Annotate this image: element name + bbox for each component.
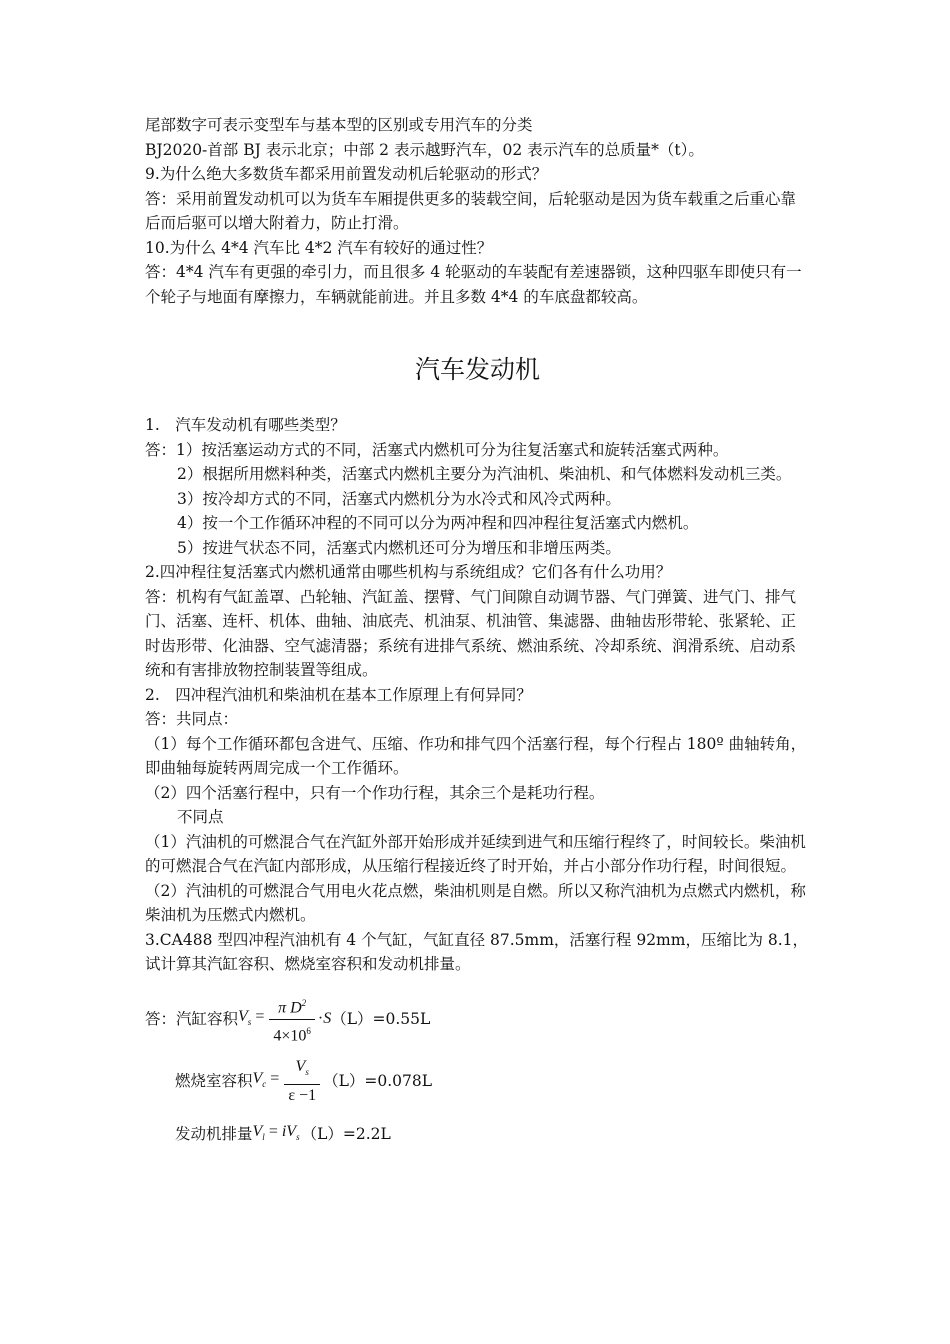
section-title: 汽车发动机 <box>414 355 540 384</box>
engine-answer-1-1: 答：1）按活塞运动方式的不同，活塞式内燃机可分为往复活塞式和旋转活塞式两种。 <box>145 440 729 459</box>
engine-answer-1-3: 3）按冷却方式的不同，活塞式内燃机分为水冷式和风冷式两种。 <box>177 489 621 508</box>
intro-line-1: 尾部数字可表示变型车与基本型的区别或专用汽车的分类 <box>145 116 533 134</box>
formula-2-result: （L）=0.078L <box>323 1072 433 1091</box>
formula-2-numerator: V <box>295 1058 306 1076</box>
answer-9: 答：采用前置发动机可以为货车车厢提供更多的装载空间，后轮驱动是因为货车载重之后重心靠后而后驱可以增大附着力，防止打滑。 <box>145 189 797 232</box>
same-point-1: （1）每个工作循环都包含进气、压缩、作功和排气四个活塞行程，每个行程占 180º 曲轴转角，即曲轴每旋转两周完成一个工作循环。 <box>145 734 807 777</box>
formula-3-label: 发动机排量 <box>175 1125 253 1144</box>
intro-line-2: BJ2020-首部 BJ 表示北京；中部 2 表示越野汽车，02 表示汽车的总质量*（t）。 <box>145 140 704 159</box>
formula-1-lhs: V <box>238 1007 248 1025</box>
formula-2-label: 燃烧室容积 <box>175 1072 253 1091</box>
formula-1-denominator: 4×10 <box>273 1027 307 1045</box>
formula-1-result: （L）=0.55L <box>331 1010 431 1029</box>
formula-cylinder-volume: 答：汽缸容积 $V_s$ = $\frac{\pi D^2}{4\times 10^6}$ ·S （L）=0.55L <box>145 989 810 1051</box>
formula-1-numerator: π D <box>278 999 302 1016</box>
document-page <box>145 113 810 1157</box>
formula-3-result: （L）=2.2L <box>301 1125 391 1144</box>
formula-displacement: 发动机排量 $V_l = iV_s$ （L）=2.2L <box>145 1113 810 1157</box>
formula-3-lhs-sub: l <box>262 1131 265 1142</box>
formula-1-numerator-sup: 2 <box>301 997 307 1008</box>
diff-points-label: 不同点 <box>177 808 224 826</box>
formula-combustion-volume: 燃烧室容积 $V_c$ = $\frac{V_s}{\varepsilon -1}$ （L）=0.078L <box>145 1051 810 1113</box>
engine-question-3: 2. 四冲程汽油机和柴油机在基本工作原理上有何异同？ <box>145 685 532 704</box>
answer-10: 答：4*4 汽车有更强的牵引力，而且很多 4 轮驱动的车装配有差速器锁，这种四驱车即使只有一个轮子与地面有摩擦力，车辆就能前进。并且多数 4*4 的车底盘都较高。 <box>145 263 802 306</box>
formula-1-tail-var: S <box>323 1010 332 1028</box>
engine-question-2: 2.四冲程往复活塞式内燃机通常由哪些机构与系统组成？它们各有什么功用？ <box>145 563 672 581</box>
formula-2-lhs-sub: c <box>262 1078 267 1089</box>
same-point-2: （2）四个活塞行程中，只有一个作功行程，其余三个是耗功行程。 <box>145 783 605 802</box>
engine-answer-1-4: 4）按一个工作循环冲程的不同可以分为两冲程和四冲程往复活塞式内燃机。 <box>177 514 699 532</box>
engine-answer-1-5: 5）按进气状态不同，活塞式内燃机还可分为增压和非增压两类。 <box>177 538 621 557</box>
formula-2-lhs: V <box>252 1069 263 1087</box>
same-points-label: 答：共同点： <box>145 710 239 728</box>
formula-3-rhs: V <box>286 1122 297 1140</box>
diff-point-1: （1）汽油机的可燃混合气在汽缸外部开始形成并延续到进气和压缩行程终了，时间较长。柴油机的可燃混合气在汽缸内部形成，从压缩行程接近终了时开始，并占小部分作功行程，时间很短。 <box>145 832 806 875</box>
formula-1-label: 答：汽缸容积 <box>145 1010 239 1029</box>
formula-2-fraction <box>284 1056 320 1106</box>
question-10: 10.为什么 4*4 汽车比 4*2 汽车有较好的通过性？ <box>145 238 493 257</box>
formula-3-rhs-i: i <box>281 1122 287 1140</box>
engine-answer-1-2: 2）根据所用燃料种类，活塞式内燃机主要分为汽油机、柴油机、和气体燃料发动机三类。 <box>177 465 792 483</box>
formula-1-lhs-sub: s <box>247 1016 252 1027</box>
engine-question-4: 3.CA488 型四冲程汽油机有 4 个气缸，气缸直径 87.5mm，活塞行程 92mm，压缩比为 8.1，试计算其汽缸容积、燃烧室容积和发动机排量。 <box>145 930 809 973</box>
formula-2-denominator: ε −1 <box>288 1086 317 1104</box>
diff-point-2: （2）汽油机的可燃混合气用电火花点燃，柴油机则是自燃。所以又称汽油机为点燃式内燃机，称柴油机为压燃式内燃机。 <box>145 881 806 924</box>
formula-2-numerator-sub: s <box>305 1067 309 1078</box>
question-9: 9.为什么绝大多数货车都采用前置发动机后轮驱动的形式？ <box>145 165 548 183</box>
formula-1-denominator-sup: 6 <box>306 1026 311 1036</box>
formula-3-lhs: V <box>252 1122 263 1140</box>
formula-3-rhs-sub: s <box>296 1131 300 1142</box>
formula-1-fraction <box>269 992 315 1048</box>
engine-question-1: 1. 汽车发动机有哪些类型？ <box>145 416 346 434</box>
engine-answer-2: 答：机构有气缸盖罩、凸轮轴、汽缸盖、摆臂、气门间隙自动调节器、气门弹簧、进气门、排气门、活塞、连杆、机体、曲轴、油底壳、机油泵、机油管、集滤器、曲轴齿形带轮、张紧轮、正时齿形带、化油器、空气滤清器；系统有进排气系统、燃油系统、冷却系统、润滑系统、启动系统和有害排放物控制装置等组成。 <box>145 587 797 679</box>
